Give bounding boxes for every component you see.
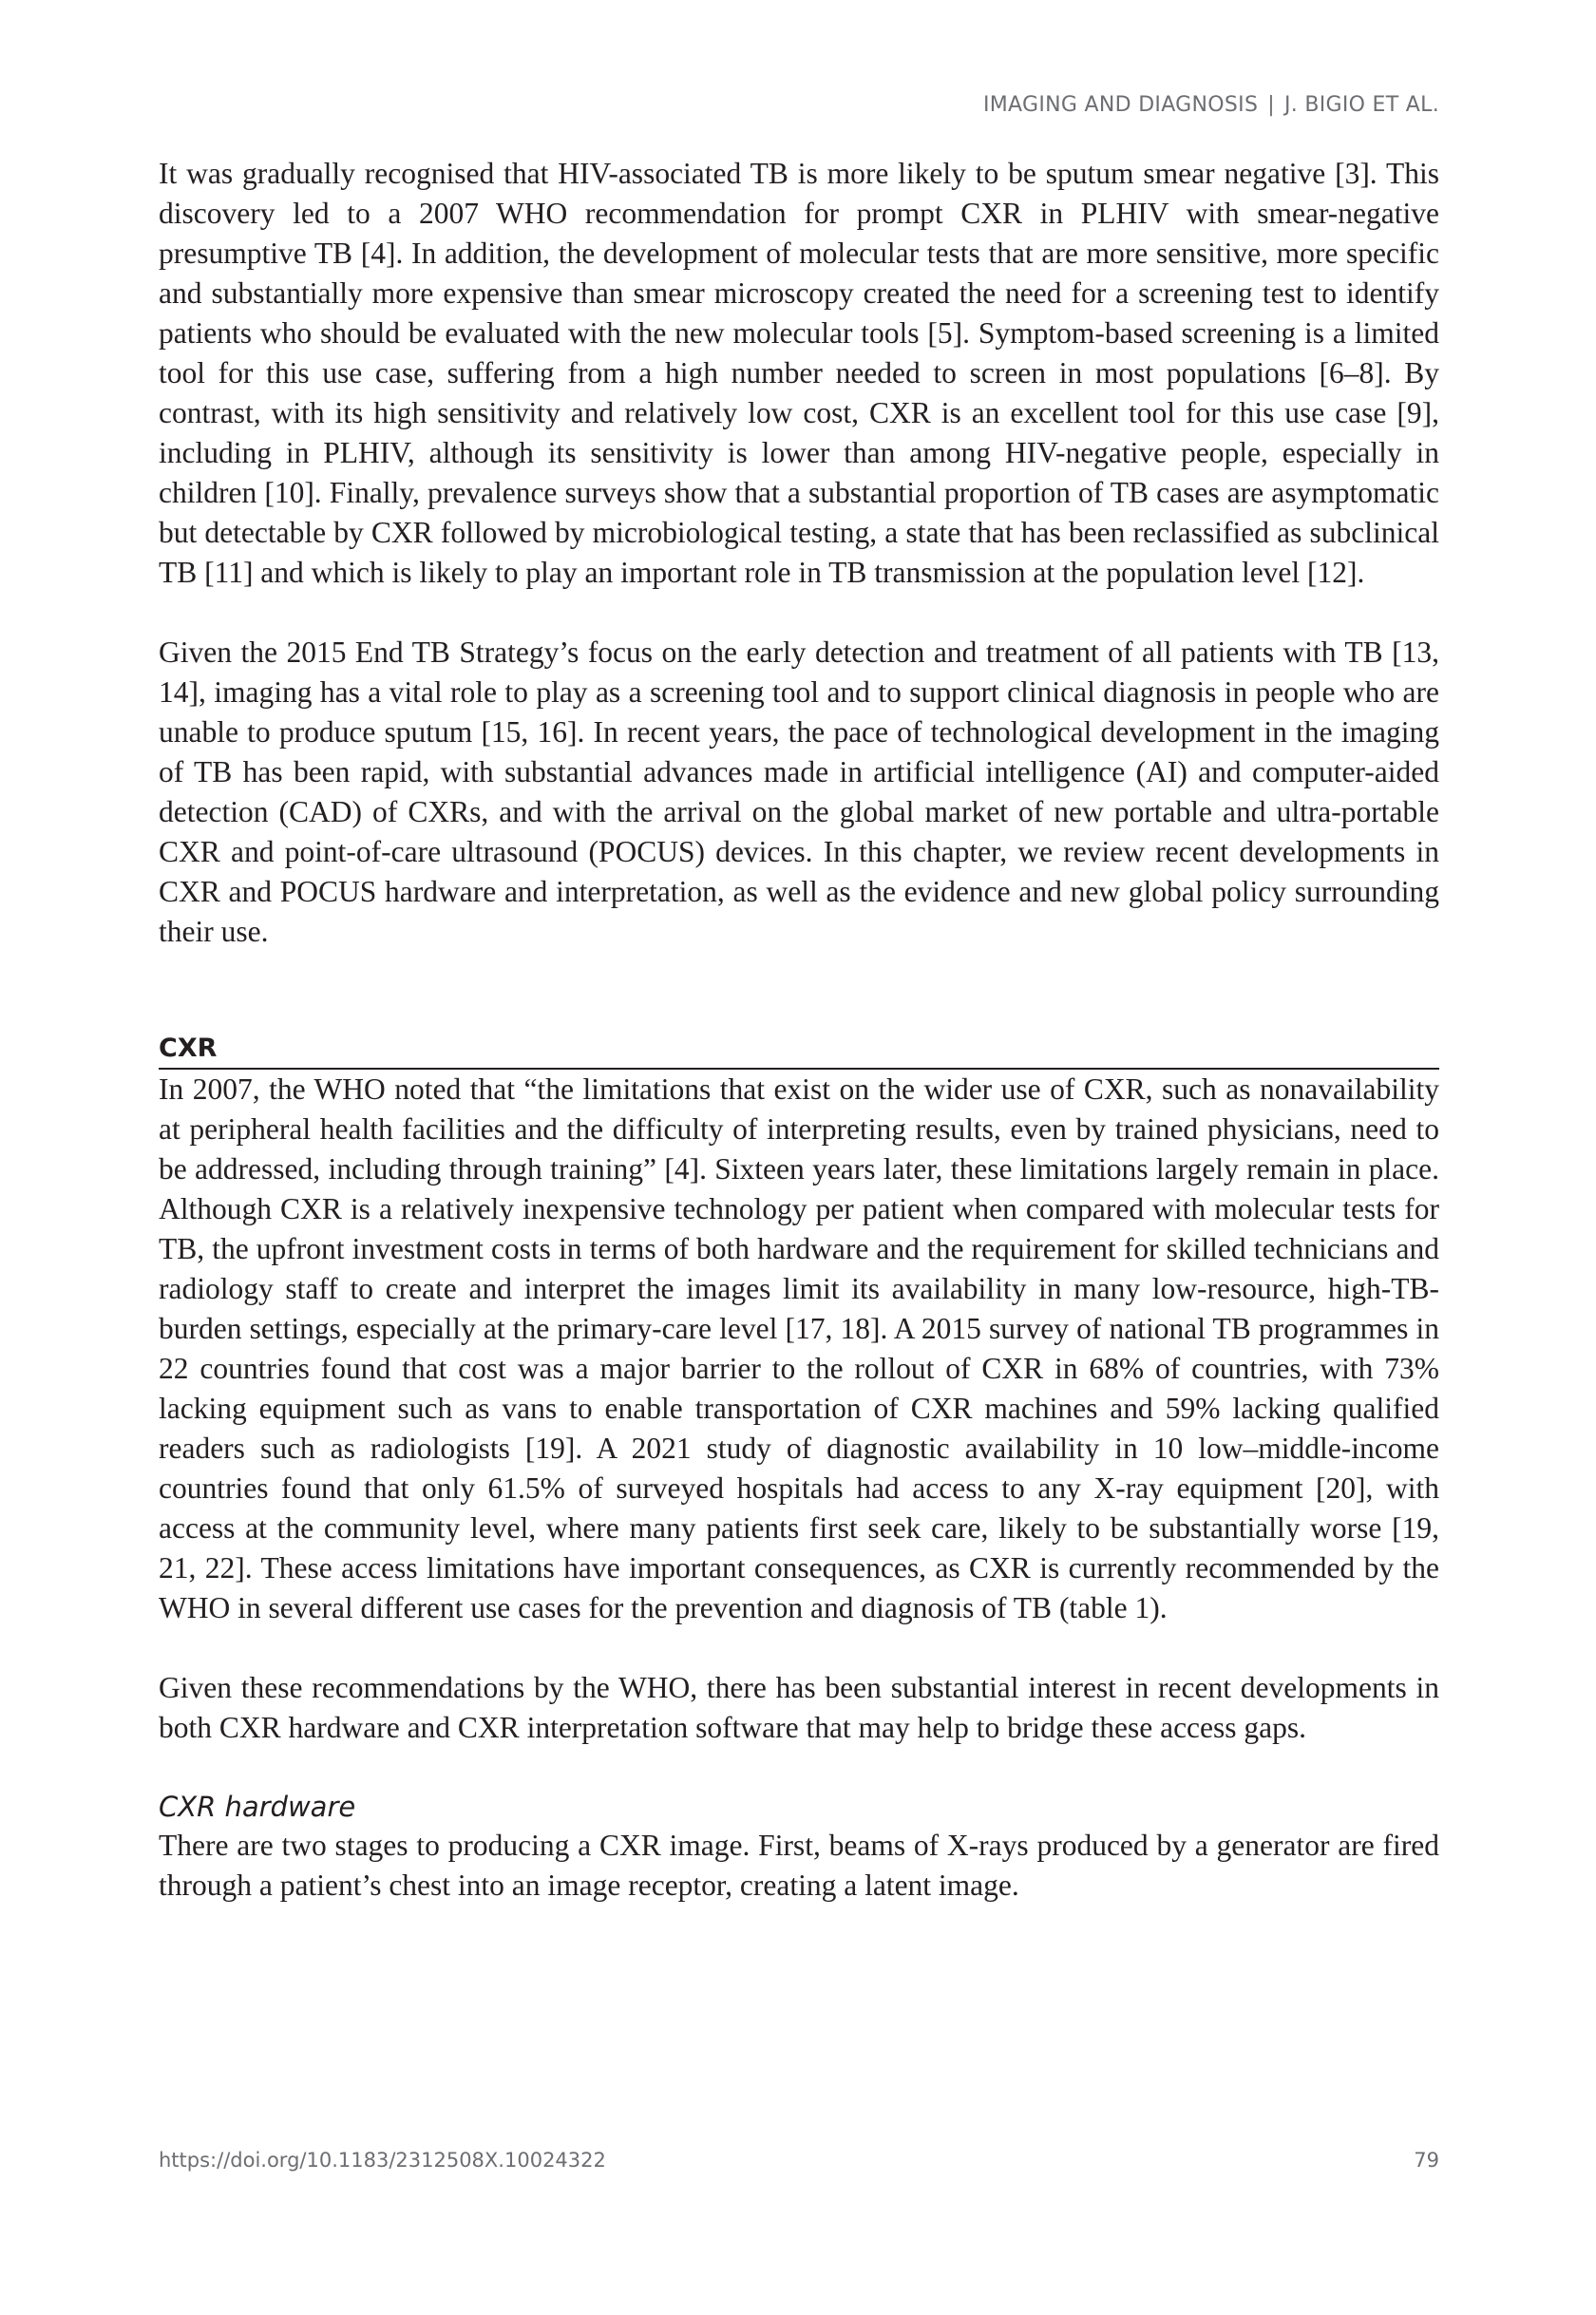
section-heading-cxr: CXR (159, 1032, 1439, 1070)
header-authors: J. BIGIO ET AL. (1283, 93, 1439, 117)
running-header (983, 93, 1439, 117)
footer-doi-link[interactable]: https://doi.org/10.1183/2312508X.10024322 (159, 2149, 606, 2172)
paragraph-cxr-limitations: In 2007, the WHO noted that “the limitations that exist on the wider use of CXR, such as nonavailability at peripheral health facilities and the difficulty of interpreting results, even by trained physicians, need to be addressed, including through training” [4]. Sixteen years later, these limitations largely remain in place. Although CXR is a relatively inexpensive technology per patient when compared with molecular tests for TB, the upfront investment costs in terms of both hardware and the requirement for skilled technicians and radiology staff to create and interpret the images limit its availability in many low-resource, high-TB-burden settings, especially at the primary-care level [17, 18]. A 2015 survey of national TB programmes in 22 countries found that cost was a major barrier to the rollout of CXR in 68% of countries, with 73% lacking equipment such as vans to enable transportation of CXR machines and 59% lacking qualified readers such as radiologists [19]. A 2021 study of diagnostic availability in 10 low–middle-income countries found that only 61.5% of surveyed hospitals had access to any X-ray equipment [20], with access at the community level, where many patients first seek care, likely to be substantially worse [19, 21, 22]. These access limitations have important consequences, as CXR is currently recommended by the WHO in several different use cases for the prevention and diagnosis of TB (table 1). (159, 1072, 1439, 1624)
header-separator: | (1267, 93, 1275, 117)
paragraph-end-tb-strategy: Given the 2015 End TB Strategy’s focus on the early detection and treatment of all patients with TB [13, 14], imaging has a vital role to play as a screening tool and to support clinical diagnosis in people who are unable to produce sputum [15, 16]. In recent years, the pace of technological development in the imaging of TB has been rapid, with substantial advances made in artificial intelligence (AI) and computer-aided detection (CAD) of CXRs, and with the arrival on the global market of new portable and ultra-portable CXR and point-of-care ultrasound (POCUS) devices. In this chapter, we review recent developments in CXR and POCUS hardware and interpretation, as well as the evidence and new global policy surrounding their use. (159, 636, 1439, 948)
subsection-heading-cxr-hardware: CXR hardware (159, 1791, 356, 1823)
paragraph-cxr-hardware: There are two stages to producing a CXR image. First, beams of X-rays produced by a generator are fired through a patient’s chest into an image receptor, creating a latent image. (159, 1829, 1439, 1902)
article-body (159, 154, 1439, 1906)
footer-page-number: 79 (1414, 2149, 1439, 2172)
paragraph-who-recommendations: Given these recommendations by the WHO, there has been substantial interest in recent developments in both CXR hardware and CXR interpretation software that may help to bridge these access gaps. (159, 1671, 1439, 1744)
header-section-title: IMAGING AND DIAGNOSIS (982, 93, 1259, 117)
paragraph-hiv-associated-tb: It was gradually recognised that HIV-associated TB is more likely to be sputum smear negative [3]. This discovery led to a 2007 WHO recommendation for prompt CXR in PLHIV with smear-negative presumptive TB [4]. In addition, the development of molecular tests that are more sensitive, more specific and substantially more expensive than smear microscopy created the need for a screening test to identify patients who should be evaluated with the new molecular tools [5]. Symptom-based screening is a limited tool for this use case, suffering from a high number needed to screen in most populations [6–8]. By contrast, with its high sensitivity and relatively low cost, CXR is an excellent tool for this use case [9], including in PLHIV, although its sensitivity is lower than among HIV-negative people, especially in children [10]. Finally, prevalence surveys show that a substantial proportion of TB cases are asymptomatic but detectable by CXR followed by microbiological testing, a state that has been reclassified as subclinical TB [11] and which is likely to play an important role in TB transmission at the population level [12]. (159, 157, 1439, 589)
